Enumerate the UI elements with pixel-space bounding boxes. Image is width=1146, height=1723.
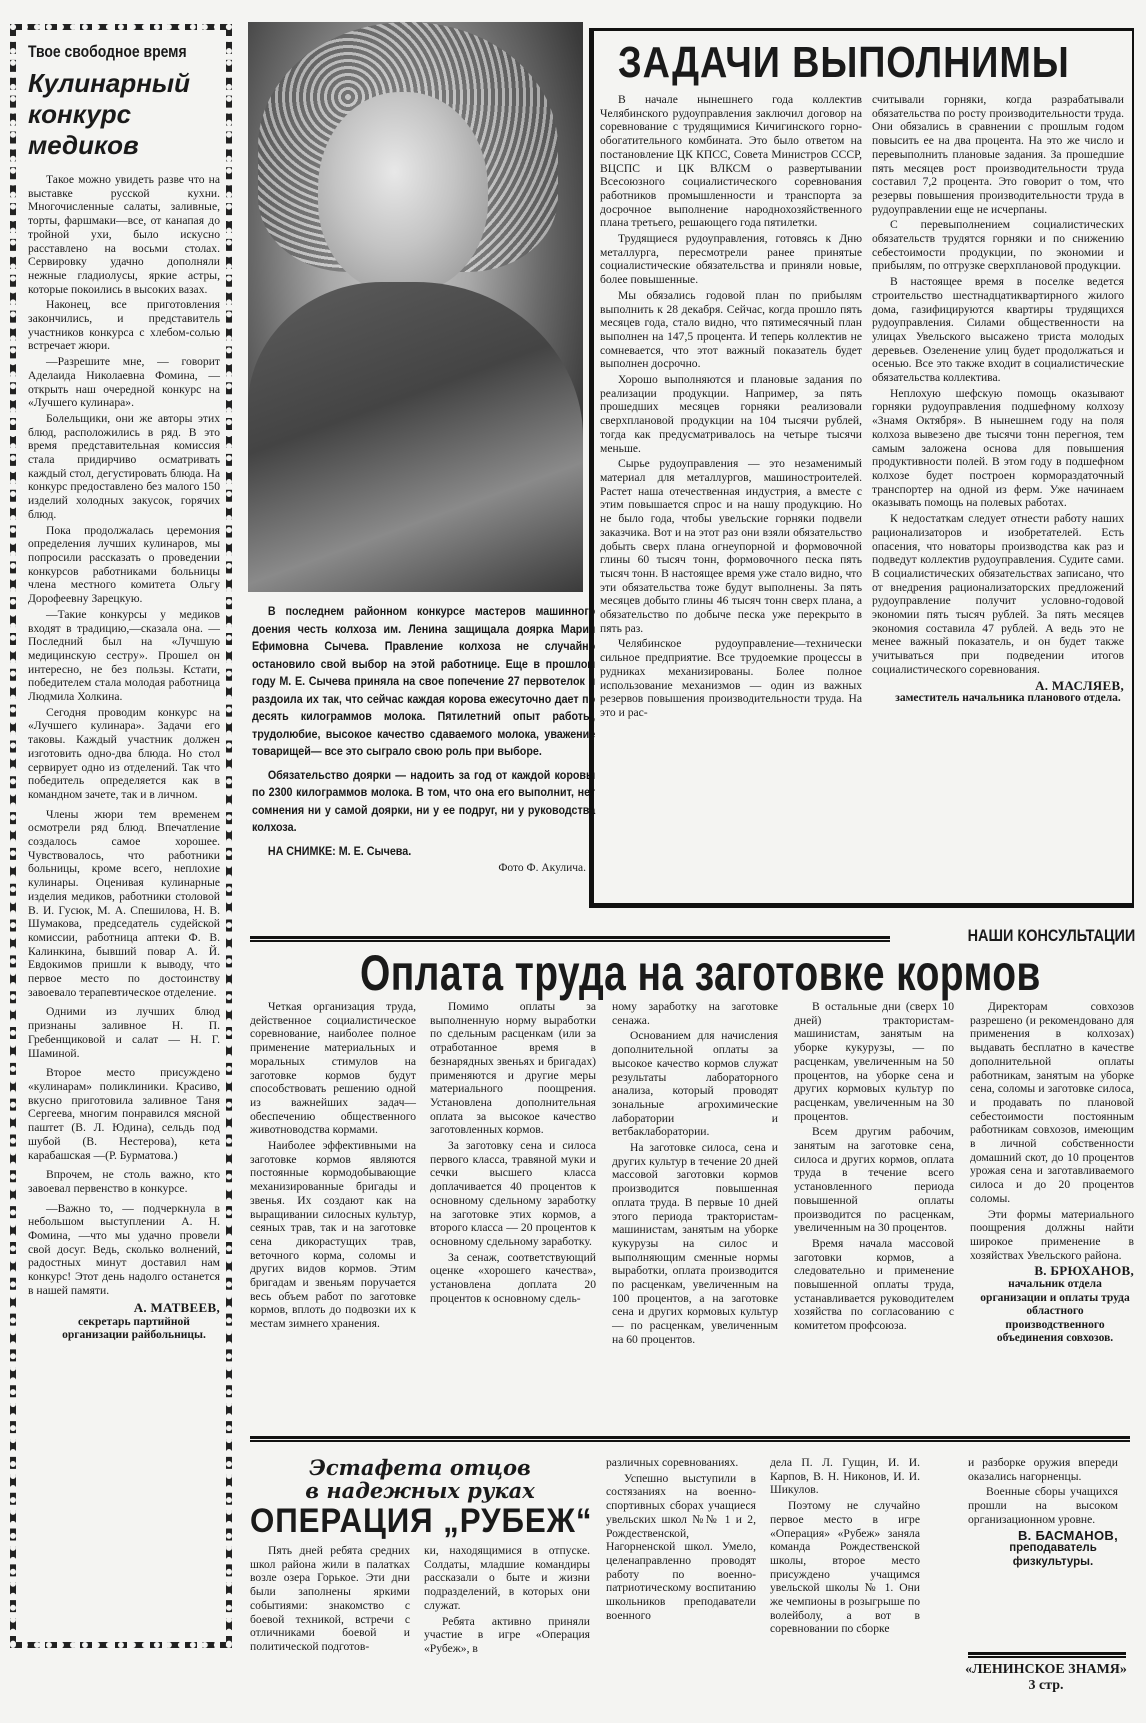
author-name: А. МАТВЕЕВ, bbox=[133, 1299, 220, 1315]
consult-col4 bbox=[794, 1000, 954, 1335]
paragraph: В настоящее время в поселке ведется строительство шестнадцатиквартирного жилого дома, газифицируются квартиры трудящихся рудоуправления. Силами общественности на улицах Увельского высажено триста молодых деревьев. Озеленение улиц будет продолжаться и осенью. Все это также входит в социалистические обязательства коллектива. bbox=[872, 275, 1124, 385]
paragraph: Время начала массовой заготовки кормов, а следовательно и применение повышенной оплаты труда, устанавливается руководителем хозяйства по согласованию с комитетом профсоюза. bbox=[794, 1236, 954, 1333]
caption-text bbox=[252, 603, 595, 860]
paragraph: В остальные дни (сверх 10 дней) трактористам-машинистам, занятым на уборке кукурузы, — по расценкам, увеличенным на 50 процентов, на уборке сена и других кормовых культур по расценкам, увеличенным на 30 процентов. bbox=[794, 1000, 954, 1123]
rubezh-headline: ОПЕРАЦИЯ „РУБЕЖ“ bbox=[250, 1502, 593, 1540]
paragraph: Члены жюри тем временем осмотрели ряд блюд. Впечатление создалось самое хорошее. Чувствовалось, что работники больницы, кроме всего, неплохие кулинары. Оценивая кулинарные изделия медиков, работники столовой В. И. Гусюк, М. А. Спешилова, Н. В. Шумакова, председатель судейской комиссии, работница аптеки Ф. В. Калинкина, бывший повар А. Й. Евдокимов пришли к выводу, что первое место по достоинству завоевало терапевтическое отделение. bbox=[28, 807, 220, 999]
paragraph: ки, находящимися в отпуске. Солдаты, младшие командиры рассказали о быте и жизни подразделений, в которых они служат. bbox=[424, 1544, 590, 1612]
paragraph: Трудящиеся рудоуправления, готовясь к Дню металлурга, пересмотрели ранее принятые социалистические обязательства и приняли новые, более повышенные. bbox=[600, 232, 862, 287]
paragraph: Пять дней ребята средних школ района жили в палатках возле озера Горькое. Эти дни были заполнены яркими событиями: знакомство с боевой техникой, встречи с отличниками боевой и политической подготов- bbox=[250, 1544, 410, 1653]
paragraph: различных соревнованиях. bbox=[606, 1456, 739, 1469]
paragraph: Сегодня проводим конкурс на «Лучшего кулинара». Задачи его таковы. Каждый участник должен изготовить одно-два блюда. Но стол сервирует одно из отделений. Так что победитель определяется как в командном зачете, так и в личном. bbox=[28, 705, 220, 801]
author-name: В. БРЮХАНОВ, bbox=[1034, 1263, 1134, 1279]
page-number: 3 стр. bbox=[1028, 1678, 1064, 1693]
right-article-col2 bbox=[872, 93, 1124, 706]
paragraph: Помимо оплаты за выполненную норму выработки по сдельным расценкам (или за отработанное время в безнарядных звеньях и бригадах) применяются и другие меры материального поощрения. Установлена дополнительная оплата за высокое качество заготовленных кормов. bbox=[430, 1000, 596, 1137]
section-rule bbox=[250, 936, 890, 942]
paragraph: В начале нынешнего года коллектив Челябинского рудоуправления заключил договор на соревнование с трудящимися Кичигинского горно-обогатительного комбината. Это было ответом на постановление ЦК КПСС, Совета Министров СССР, ВЦСПС и ЦК ВЛКСМ о развертывании Всесоюзного социалистического соревнования работников промышленности и транспорта за досрочное выполнение народнохозяйственного плана третьего, решающего года пятилетки. bbox=[600, 93, 862, 230]
paragraph: Пока продолжалась церемония определения лучших кулинаров, мы попросили рассказать о проведении конкурсов работниками больницы члена местного комитета Ольгу Дорофеевну Зарецкую. bbox=[28, 523, 220, 606]
na-snimke: НА СНИМКЕ: М. Е. Сычева. bbox=[267, 843, 412, 858]
rubezh-col4 bbox=[770, 1456, 920, 1638]
section-rule bbox=[250, 1436, 1130, 1442]
paper-name: «ЛЕНИНСКОЕ ЗНАМЯ» bbox=[965, 1662, 1127, 1677]
author-role: преподаватель физкультуры. bbox=[1009, 1542, 1097, 1568]
author-name: В. БАСМАНОВ, bbox=[1017, 1527, 1118, 1543]
paragraph: —Разрешите мне, — говорит Аделаида Николаевна Фомина, — открыть наш очередной конкурс на «Лучшего кулинара». bbox=[28, 355, 220, 410]
portrait-photo bbox=[248, 22, 583, 592]
paragraph: Ребята активно приняли участие в игре «Операция «Рубеж», в bbox=[424, 1614, 590, 1655]
paragraph: ному заработку на заготовке сенажа. bbox=[612, 1000, 778, 1027]
consult-headline: Оплата труда на заготовке кормов bbox=[360, 945, 1041, 1001]
paragraph: Хорошо выполняются и плановые задания по реализации продукции. Например, за пять прошедших месяцев горняки реализовали сверхплановой продукции на 104 тысячи рублей, тогда как предусматривалось на четыре тысячи меньше. bbox=[600, 373, 862, 455]
paragraph: Четкая организация труда, действенное социалистическое соревнование, наиболее полное применение материальных и моральных стимулов на заготовке кормов будут способствовать решению одной из важнейших задач—обеспечению общественного животноводства кормами. bbox=[250, 1000, 416, 1137]
consult-col2 bbox=[430, 1000, 596, 1307]
paragraph: Сырье рудоуправления — это незаменимый материал для металлургов, машиностроителей. Растет наша отечественная индустрия, а вместе с этим повышается спрос и на нашу продукцию. Но не было года, чтобы увельские горняки подвели заказчика. Вот и на этот раз они взяли обязательство добыть сверх плана огнеупорной и формовочной глины 60 тысяч тонн, формовочного песка пять тысяч тонн. В настоящее время уже стало видно, что эти обязательства тоже будут выполнены. За пять месяцев добыто глины 46 тысяч тонн сверх плана, а обязательство по добыче песка уже перекрыто в пять раз. bbox=[600, 457, 862, 635]
author-role: заместитель начальника планового отдела. bbox=[895, 692, 1121, 705]
rubezh-col5 bbox=[968, 1456, 1118, 1569]
caption-paragraph: В последнем районном конкурсе мастеров машинного доения честь колхоза им. Ленина защищала доярка Мария Ефимовна Сычева. Правление колхоза не случайно остановило свой выбор на этой работнице. Еще в прошлом году М. Е. Сычева приняла на свое попечение 27 первотелок и раздоила их так, что сейчас каждая корова ежесуточно дает по десять килограммов молока. Пятилетний опыт работы, трудолюбие, высокое качество сдаваемого молока, уважение товарищей— все это сыграло свою роль при выборе. bbox=[252, 604, 596, 758]
photo-credit: Фото Ф. Акулича. bbox=[498, 862, 586, 874]
paragraph: и разборке оружия впереди оказались нагорненцы. bbox=[968, 1456, 1118, 1483]
masthead-rule bbox=[968, 1652, 1126, 1658]
paragraph: —Такие конкурсы у медиков входят в традицию,—сказала она. —Последний был на «Лучшую медицинскую сестру». Прошел он интересно, не без пользы. Кстати, победителем стала молодая работница Людмила Холкина. bbox=[28, 607, 220, 704]
paragraph: считывали горняки, когда разрабатывали обязательства по росту производительности труда. Они обязались в сравнении с прошлым годом повысить ее на два процента. На это же число и перевыполнить плановые задания. За прошедшие пять месяцев рост производительности труда составил 7,2 процента. Это говорит о том, что резервы повышения производительности труда в рудоуправлении еще не исчерпаны. bbox=[872, 93, 1124, 216]
paragraph: С перевыполнением социалистических обязательств трудятся горняки и по снижению себестоимости продукции, по экономии и прибылям, по отгрузке сверхплановой продукции. bbox=[872, 218, 1124, 273]
paragraph: Второе место присуждено «кулинарам» поликлиники. Красиво, вкусно приготовила заливное Таня Сергеева, многим понравился мясной паштет (В. Л. Юдина), сельдь под шубой (В. Нестерова), кета карабашская —(Р. Бурматова.) bbox=[28, 1066, 220, 1162]
paragraph: Мы обязались годовой план по прибылям выполнить к 28 декабря. Сейчас, когда прошло пять месяцев года, стало видно, что пятимесячный план выполнен на 147,5 процента. И теперь коллектив не сомневается, что этот важный показатель будет выполнен досрочно. bbox=[600, 288, 862, 371]
left-article-body bbox=[28, 173, 220, 1298]
photo-caption bbox=[252, 603, 596, 874]
paragraph: Впрочем, не столь важно, кто завоевал первенство в конкурсе. bbox=[28, 1168, 220, 1195]
left-article-title bbox=[28, 68, 220, 161]
rubric-free-time: Твое свободное время bbox=[28, 42, 187, 61]
paragraph: Наконец, все приготовления закончились, и представитель участников конкурса с хлебом-солью встречает жюри. bbox=[28, 298, 220, 353]
right-article-title bbox=[618, 38, 1143, 88]
title-line: конкурс bbox=[28, 99, 132, 129]
paragraph: Поэтому не случайно первое место в игре «Операция» «Рубеж» заняла команда Рождественской школы, второе место присуждено учащимся увельской школы № 1. Они же чемпионы в розыгрыше по волейболу, а вот в соревновании по сборке bbox=[770, 1499, 920, 1636]
paragraph: За заготовку сена и силоса первого класса, травяной муки и сечки высшего класса доплачивается 40 процентов к основному сдельному заработку на заготовке этих кормов, а второго класса — 20 процентов к основному сдельному заработку. bbox=[430, 1139, 596, 1248]
paragraph: Наиболее эффективными на заготовке кормов являются постоянные кормодобывающие механизированные бригады и звенья. Их создают как на выращивании силосных культур, сеяных трав, так и на заготовке сена дикорастущих трав, веточного корма, соломы и других видов кормов. Этим бригадам и звеньям поручается весь объем работ по заготовке кормов, вплоть до подвозки их к местам зимнего хранения. bbox=[250, 1139, 416, 1331]
consult-rubric-wrap bbox=[900, 926, 1135, 946]
left-article bbox=[28, 42, 220, 1343]
rubezh-col1 bbox=[250, 1544, 410, 1656]
consult-col1 bbox=[250, 1000, 416, 1333]
paragraph: Основанием для начисления дополнительной оплаты за высокое качество кормов служат результаты лабораторного анализа, который проводят зональные агрохимические лаборатории и ветбаклаборатории. bbox=[612, 1029, 778, 1139]
paragraph: Такое можно увидеть разве что на выставке русской кухни. Многочисленные салаты, заливные, торты, фаршмаки—все, от канапая до тройной ухи, было искусно расставлено на восьми столах. Сервировку удачно дополняли нежные гладиолусы, яркие астры, которые покоились в высоких вазах. bbox=[28, 173, 220, 296]
paragraph: На заготовке силоса, сена и других культур в течение 20 дней массовой заготовки кормов производится повышенная оплата труда. В первые 10 дней этого периода трактористам-машинистам, занятым на уборке кукурузы на силос и выполняющим сменные нормы выработки, оплата производится по расценкам, увеличенным на 100 процентов, а на заготовке сена и других кормовых культур — по расценкам, увеличенным на 60 процентов. bbox=[612, 1141, 778, 1346]
rubezh-col3 bbox=[606, 1456, 756, 1624]
title-line: медиков bbox=[28, 130, 139, 160]
author-name: А. МАСЛЯЕВ, bbox=[1035, 677, 1124, 693]
headline-zadachi: ЗАДАЧИ ВЫПОЛНИМЫ bbox=[618, 38, 1070, 87]
rubezh-title-wrap bbox=[250, 1502, 622, 1541]
author-role: секретарь партийной организации райбольницы. bbox=[62, 1315, 206, 1342]
paragraph: Неплохую шефскую помощь оказывают горняки рудоуправления подшефному колхозу «Знамя Октября». В нынешнем году на поля колхоза вывезено две тысячи тонн перегноя, тем самым заложена основа для повышения продуктивности полей. В этом году в подшефном колхозе будет построен кормораздаточный транспортер на одной из ферм. Уже начинаем оказывать помощь на полевых работах. bbox=[872, 386, 1124, 510]
kicker-line: Эстафета отцов bbox=[309, 1455, 531, 1480]
paragraph: Одними из лучших блюд признаны заливное Н. П. Гребенщиковой и салат — Н. Г. Шаминой. bbox=[28, 1005, 220, 1060]
paragraph: За сенаж, соответствующий оценке «хорошего качества», установлена доплата 20 процентов к основному сдель- bbox=[430, 1250, 596, 1305]
title-line: Кулинарный bbox=[28, 68, 190, 98]
right-article-col1 bbox=[600, 93, 862, 722]
paragraph: Челябинское рудоуправление—технически сильное предприятие. Все трудоемкие процессы в рудниках механизированы. Более полное использование механизмов — один из важных резервов повышения производительности труда. На это и рас- bbox=[600, 637, 862, 719]
paragraph: Директорам совхозов разрешено (и рекомендовано для применения в колхозах) выдавать бесплатно в качестве дополнительной оплаты работникам, занятым на уборке сена, соломы и заготовке силоса, и продавать по плановой себестоимости постоянным работникам совхозов, имеющим в личной собственности домашний скот, до 10 процентов урожая сена и заготавливаемого силоса и до 20 процентов соломы. bbox=[970, 1000, 1134, 1205]
consult-col3 bbox=[612, 1000, 778, 1349]
paragraph: Болельщики, они же авторы этих блюд, расположились в ряд. В это время представительная комиссия стала придирчиво осматривать каждый стол, дегустировать блюда. На конкурс предоставлено без малого 150 изделий холодных закусок, горячих блюд. bbox=[28, 411, 220, 521]
paragraph: Успешно выступили в состязаниях на военно-спортивных сборах учащиеся увельских школ №№ 1 и 2, Рождественской, Нагорненской школ. Умело, целенаправленно проводят работу по военно-патриотическому воспитанию школьников преподаватели военного bbox=[606, 1471, 756, 1622]
rubezh-col2 bbox=[424, 1544, 590, 1658]
paragraph: Военные сборы учащихся прошли на высоком организационном уровне. bbox=[968, 1485, 1118, 1526]
photo-face bbox=[318, 92, 488, 292]
kicker-line: в надежных руках bbox=[305, 1478, 535, 1503]
paragraph: —Важно то, — подчеркнула в небольшом выступлении А. Н. Фомина, —что мы удачно провели свой досуг. Ведь, сколько волнений, радостных минут доставил нам конкурс! Этот день надолго останется в нашей памяти. bbox=[28, 1201, 220, 1297]
consult-rubric: НАШИ КОНСУЛЬТАЦИИ bbox=[967, 926, 1135, 945]
consult-col5 bbox=[970, 1000, 1134, 1346]
paragraph: Эти формы материального поощрения должны найти широкое применение в хозяйствах Увельского района. bbox=[970, 1207, 1134, 1262]
paragraph: К недостаткам следует отнести работу наших рационализаторов и изобретателей. Есть опасения, что новаторы производства как раз и подведут коллектив рудоуправления. Судите сами. В социалистических обязательствах записано, что от внедрения рационализаторских предложений рудоуправление получит условно-годовой экономии пять тысяч рублей. За пять месяцев экономия составила 47 рублей. А ведь это не менее важный показатель, и он будет также учитываться при подведении итогов социалистического соревнования. bbox=[872, 512, 1124, 676]
masthead bbox=[960, 1662, 1132, 1694]
rubezh-kicker bbox=[250, 1456, 590, 1502]
caption-paragraph: Обязательство доярки — надоить за год от каждой коровы по 2300 килограммов молока. В том, что она его выполнит, нет сомнения ни у самой доярки, ни у ее подруг, ни у руководства колхоза. bbox=[252, 767, 596, 834]
paragraph: дела П. Л. Гущин, И. И. Карпов, В. Н. Никонов, И. И. Шикулов. bbox=[770, 1456, 920, 1497]
paragraph: Всем другим рабочим, занятым на заготовке сена, силоса и других кормов, оплата труда в течение всего установленного периода повышенной оплаты производится по расценкам, увеличенным на 30 процентов. bbox=[794, 1125, 954, 1235]
author-role: начальник отдела организации и оплаты труда областного производственного объединения совхозов. bbox=[980, 1278, 1130, 1345]
photo-coat bbox=[248, 282, 583, 592]
consult-title-wrap bbox=[360, 944, 1146, 1002]
